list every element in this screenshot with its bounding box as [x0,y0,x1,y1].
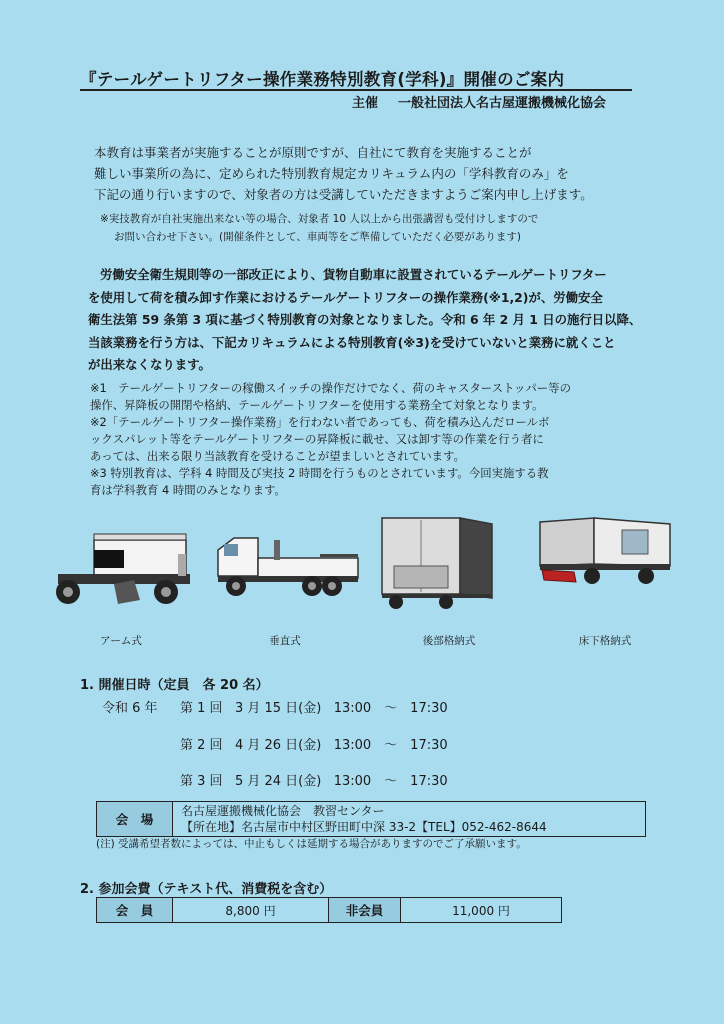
rear-storage-truck-icon [376,514,496,610]
regulation-paragraph [88,264,641,377]
session-row [180,734,448,753]
session-time: 13:00 ～ 17:30 [333,738,448,753]
regulation-line: 衛生法第 59 条第 3 項に基づく特別教育の対象となりました。令和 6 年 2 月 1 日の施行日以降、 [88,312,642,327]
intro-line: 難しい事業所の為に、定められた特別教育規定カリキュラム内の「学科教育のみ」を [94,166,569,181]
venue-label: 会 場 [97,802,173,836]
practical-note-line: お問い合わせ下さい。(開催条件として、車両等をご準備していただく必要があります) [114,231,521,243]
title-underline [80,89,632,91]
nonmember-fee: 11,000 円 [452,903,510,918]
nonmember-label: 非会員 [329,898,401,922]
footnote-line: ※2「テールゲートリフター操作業務」を行わない者であっても、荷を積み込んだロールボ [90,415,550,429]
fee-heading: 2. 参加会費（テキスト代、消費税を含む） [80,882,333,897]
intro-line: 下記の通り行いますので、対象者の方は受講していただきますようご案内申し上げます。 [94,187,593,202]
schedule-heading: 1. 開催日時（定員 各 20 名） [80,678,269,693]
page-title: 『テールゲートリフター操作業務特別教育(学科)』開催のご案内 [80,70,565,89]
truck-label-arm: アーム式 [100,635,142,647]
session-row [180,697,448,716]
regulation-line: 労働安全衛生規則等の一部改正により、貨物自動車に設置されているテールゲートリフター [100,267,607,282]
session-number: 第 3 回 [180,774,223,789]
member-fee: 8,800 円 [173,898,329,922]
arm-type-truck-icon [54,520,194,612]
intro-paragraph [94,142,593,205]
practical-note-line: ※実技教育が自社実施出来ない等の場合、対象者 10 人以上から出張講習も受付けしますので [100,213,539,225]
regulation-line: 当該業務を行う方は、下記カリキュラムによる特別教育(※3)を受けていないと業務に就くこと [88,334,616,350]
regulation-line: が出来なくなります。 [88,357,211,372]
member-label: 会 員 [97,898,173,922]
organizer [352,92,606,111]
session-row [180,770,448,789]
venue-details [173,802,547,836]
footnote-line: あっては、出来る限り当該教育を受けることが望ましいとされています。 [90,449,465,463]
footnote-line: 操作、昇降板の開閉や格納、テールゲートリフターを使用する業務全て対象となります。 [90,398,544,412]
session-date: 4 月 26 日(金) [234,738,322,753]
footnote-line: ※3 特別教育は、学科 4 時間及び実技 2 時間を行うものとされています。今回実施する教 [90,466,549,480]
truck-label-vertical: 垂直式 [269,635,301,647]
footnote-line: ※1 テールゲートリフターの稼働スイッチの操作だけでなく、荷のキャスターストッパー等の [90,381,571,395]
venue-table [96,801,646,837]
truck-label-underfloor: 床下格納式 [578,635,632,647]
session-time: 13:00 ～ 17:30 [333,701,448,716]
session-date: 3 月 15 日(金) [234,701,322,716]
organizer-name: 一般社団法人名古屋運搬機械化協会 [398,96,607,111]
truck-label-rear: 後部格納式 [422,635,476,647]
underfloor-storage-truck-icon [534,516,674,588]
fee-table [96,897,562,923]
session-number: 第 2 回 [180,738,223,753]
regulation-line: を使用して荷を積み卸す作業におけるテールゲートリフターの操作業務(※1,2)が、労働安全 [88,289,603,305]
venue-address: 【所在地】名古屋市中村区野田町中深 33-2【TEL】052-462-8644 [181,820,547,834]
practical-note [100,210,538,246]
session-time: 13:00 ～ 17:30 [333,774,448,789]
cancel-note: (注) 受講希望者数によっては、中止もしくは延期する場合がありますのでご了承願います。 [96,838,527,850]
vertical-type-truck-icon [212,532,362,602]
schedule-year: 令和 6 年 [102,701,158,716]
session-number: 第 1 回 [180,701,223,716]
organizer-label: 主催 [352,96,379,111]
intro-line: 本教育は事業者が実施することが原則ですが、自社にて教育を実施することが [94,145,532,160]
footnote-line: ックスパレット等をテールゲートリフターの昇降板に載せ、又は卸す等の作業を行う者に [90,432,544,446]
venue-name: 名古屋運搬機械化協会 教習センター [181,804,385,818]
session-date: 5 月 24 日(金) [234,774,322,789]
footnote-line: 育は学科教育 4 時間のみとなります。 [90,483,286,497]
footnotes [90,380,571,499]
